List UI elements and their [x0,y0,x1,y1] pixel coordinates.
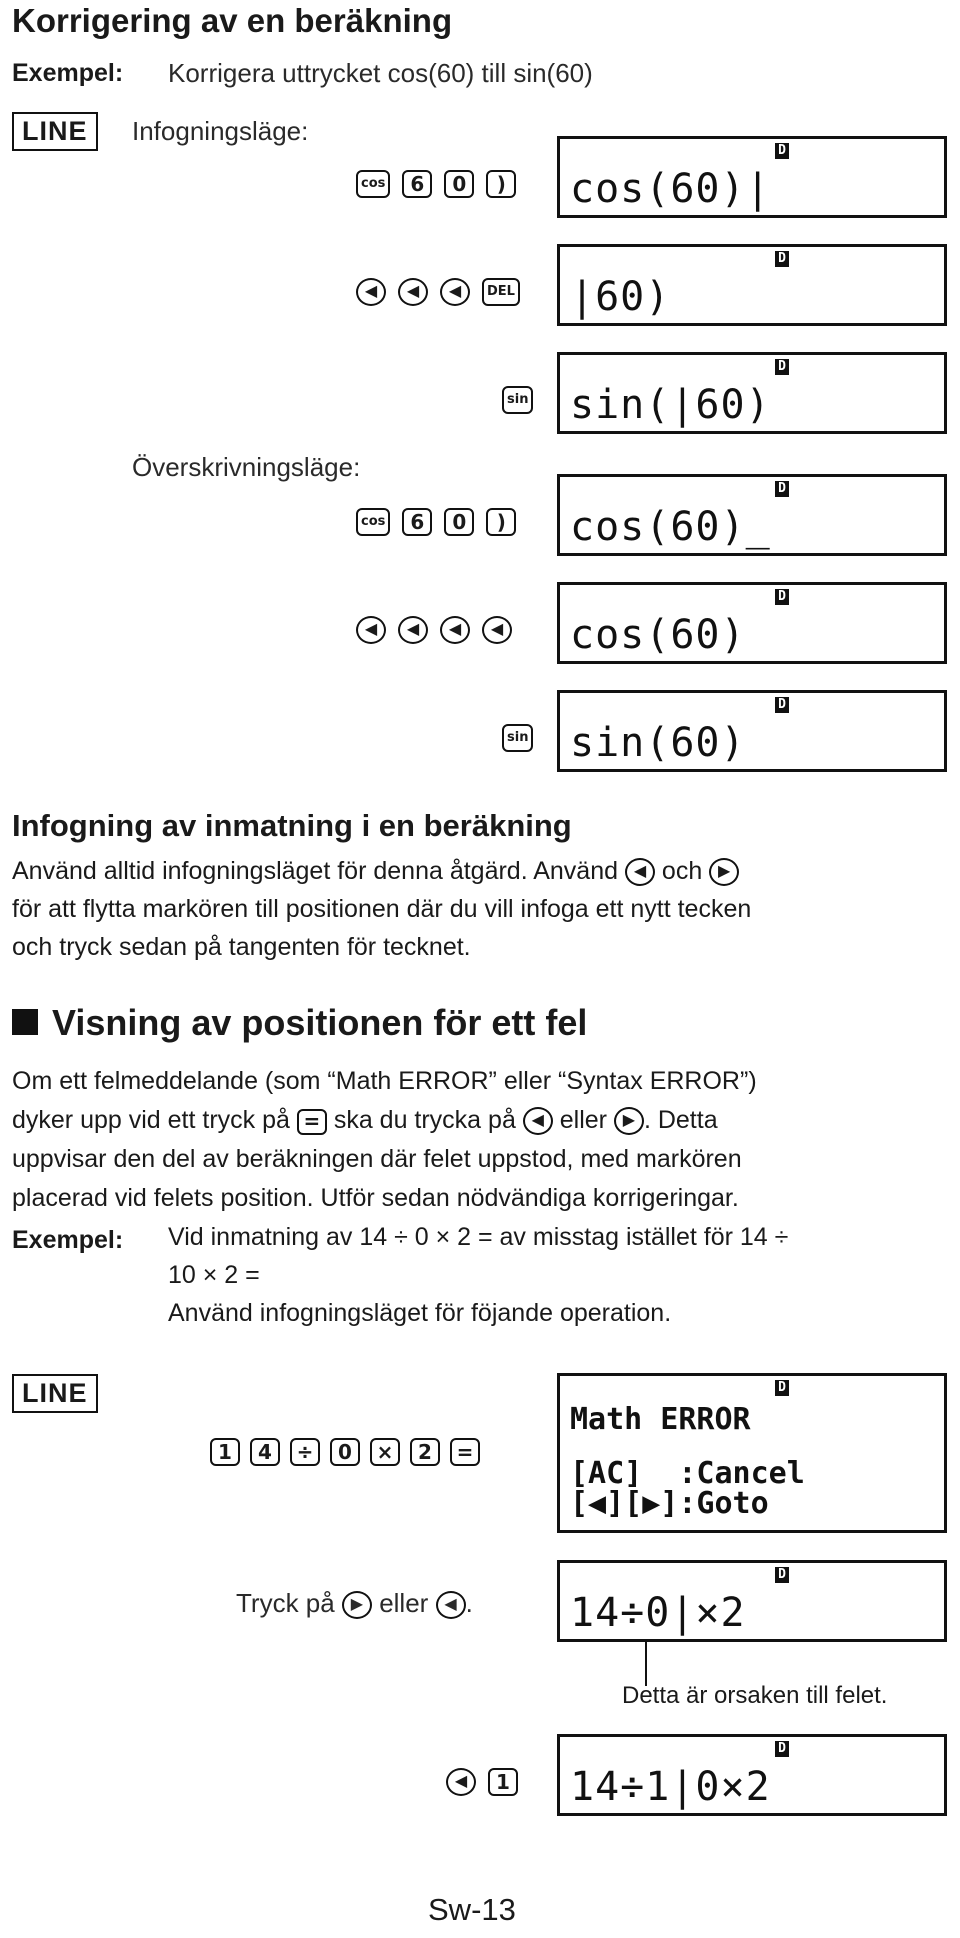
left-arrow-icon[interactable]: ◀ [398,278,428,306]
screen-expression: sin(|60) [570,382,771,428]
degree-indicator: D [775,1741,789,1757]
degree-indicator: D [775,1380,789,1396]
example2-line2: 10 × 2 = [168,1261,260,1289]
press-text-b: eller [379,1588,429,1618]
key-sequence-7 [210,1438,480,1466]
error-caption: Detta är orsaken till felet. [622,1682,888,1709]
overwrite-mode-label: Överskrivningsläge: [132,452,361,482]
sin-key[interactable]: sin [502,724,533,752]
cos-key[interactable]: cos [356,508,390,536]
left-arrow-icon[interactable]: ◀ [356,616,386,644]
sin-key[interactable]: sin [502,386,533,414]
key-sequence-6 [502,724,533,752]
screen-expression: cos(60)| [570,166,771,212]
calc-screen-6 [557,690,947,772]
press-text-a: Tryck på [236,1588,335,1618]
key-sequence-1 [356,170,516,198]
example-label: Exempel: [12,59,124,87]
key-sequence-3 [502,386,533,414]
section2-line1a: Använd alltid infogningsläget för denna åtgärd. Använd [12,857,619,885]
right-arrow-icon[interactable]: ▶ [342,1591,372,1619]
screen-expression: cos(60)_ [570,504,771,550]
degree-indicator: D [775,697,789,713]
example2-line1: Vid inmatning av 14 ÷ 0 × 2 = av misstag istället för 14 ÷ [168,1223,789,1251]
error-cancel-line: [AC] :Cancel [570,1456,805,1491]
error-title: Math ERROR [570,1402,751,1437]
divide-key[interactable]: ÷ [290,1438,320,1466]
pointer-line [645,1642,647,1686]
left-arrow-icon[interactable]: ◀ [440,616,470,644]
key-sequence-4 [356,508,516,536]
key-sequence-5 [356,616,512,644]
section3-p3: uppvisar den del av beräkningen där felet uppstod, med markören [12,1145,742,1173]
screen-expression: 14÷0|×2 [570,1590,746,1636]
one-key[interactable]: 1 [210,1438,240,1466]
calc-screen-2 [557,244,947,326]
one-key[interactable]: 1 [488,1768,518,1796]
left-arrow-icon: ◀ [523,1107,553,1135]
close-paren-key[interactable]: ) [486,508,516,536]
key-sequence-8 [446,1768,518,1796]
degree-indicator: D [775,481,789,497]
section2-title: Infogning av inmatning i en beräkning [12,808,572,843]
equals-key: = [297,1109,327,1135]
line-mode-badge: LINE [12,112,98,151]
zero-key[interactable]: 0 [444,508,474,536]
six-key[interactable]: 6 [402,508,432,536]
section3-p2d: . Detta [643,1106,718,1134]
left-arrow-icon[interactable]: ◀ [440,278,470,306]
error-goto-line: [◀][▶]:Goto [570,1486,769,1521]
right-arrow-icon: ▶ [709,858,739,886]
screen-expression: 14÷1|0×2 [570,1764,771,1810]
section-title: Korrigering av en beräkning [12,2,453,39]
heading-square-icon [12,1009,38,1035]
section3-p4: placerad vid felets position. Utför sedan nödvändiga korrigeringar. [12,1184,739,1212]
calc-screen-5 [557,582,947,664]
calc-screen-7 [557,1560,947,1642]
calc-screen-3 [557,352,947,434]
left-arrow-icon: ◀ [625,858,655,886]
six-key[interactable]: 6 [402,170,432,198]
section2-line1b: och [661,857,703,885]
error-screen [557,1373,947,1533]
press-text [236,1588,473,1619]
left-arrow-icon[interactable]: ◀ [482,616,512,644]
section3-heading [12,1002,587,1044]
equals-key[interactable]: = [450,1438,480,1466]
degree-indicator: D [775,1567,789,1583]
degree-indicator: D [775,589,789,605]
left-arrow-icon[interactable]: ◀ [446,1768,476,1796]
calc-screen-8 [557,1734,947,1816]
left-arrow-icon[interactable]: ◀ [398,616,428,644]
section3-body [12,1062,952,1218]
example-label-2: Exempel: [12,1226,124,1254]
multiply-key[interactable]: × [370,1438,400,1466]
line-mode-badge-2: LINE [12,1374,98,1413]
zero-key[interactable]: 0 [330,1438,360,1466]
page-number: Sw-13 [428,1892,516,1927]
section3-p1: Om ett felmeddelande (som “Math ERROR” eller “Syntax ERROR”) [12,1067,757,1095]
degree-indicator: D [775,251,789,267]
insert-mode-label: Infogningsläge: [132,116,309,146]
calc-screen-4 [557,474,947,556]
press-text-c: . [465,1588,473,1618]
example-text: Korrigera uttrycket cos(60) till sin(60) [168,58,593,88]
cos-key[interactable]: cos [356,170,390,198]
degree-indicator: D [775,143,789,159]
two-key[interactable]: 2 [410,1438,440,1466]
left-arrow-icon[interactable]: ◀ [436,1591,466,1619]
section2-body [12,852,952,966]
screen-expression: sin(60) [570,720,746,766]
degree-indicator: D [775,359,789,375]
right-arrow-icon: ▶ [614,1107,644,1135]
section2-line3: och tryck sedan på tangenten för tecknet. [12,933,471,961]
section3-p2c: eller [559,1106,607,1134]
four-key[interactable]: 4 [250,1438,280,1466]
section3-title: Visning av positionen för ett fel [52,1002,588,1043]
section3-p2b: ska du trycka på [333,1106,516,1134]
section2-line2: för att flytta markören till positionen där du vill infoga ett nytt tecken [12,895,752,923]
zero-key[interactable]: 0 [444,170,474,198]
section3-p2a: dyker upp vid ett tryck på [12,1106,290,1134]
close-paren-key[interactable]: ) [486,170,516,198]
key-sequence-2 [356,278,520,306]
example2-line3: Använd infogningsläget för föjande operation. [168,1299,672,1327]
example-body-2 [168,1218,958,1332]
calc-screen-1 [557,136,947,218]
screen-expression: |60) [570,274,671,320]
left-arrow-icon[interactable]: ◀ [356,278,386,306]
screen-expression: cos(60) [570,612,746,658]
del-key[interactable]: DEL [482,278,520,306]
